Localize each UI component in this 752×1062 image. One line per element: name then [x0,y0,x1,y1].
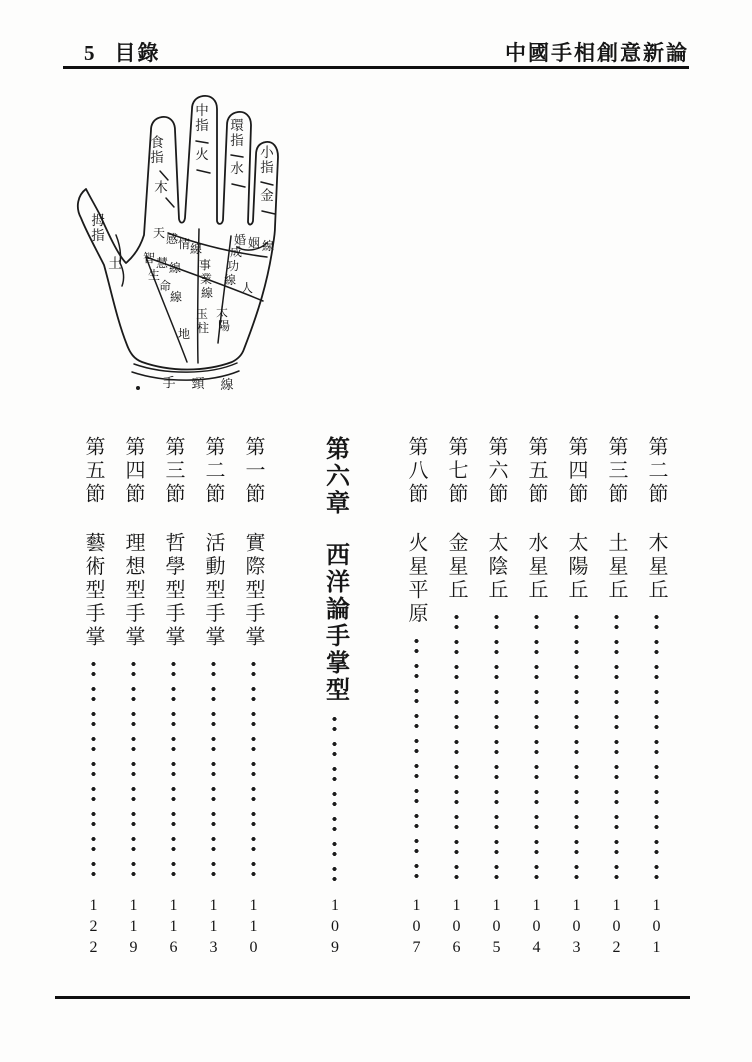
label-wisdom-line: 智慧線 [142,251,182,275]
label-wrist-line: 手 頸 線 [162,375,234,392]
index-finger-name: 食指 [150,135,164,165]
toc-entry-page: 106 [448,897,465,960]
toc-entry-page: 122 [85,897,102,960]
finger-label-ring [230,118,245,187]
toc-entry-title: 理想型手掌 [122,531,144,649]
toc-entry-label: 第六章 [321,436,348,517]
toc-entry-page: 101 [648,897,665,960]
thumb-element: 土 [108,256,122,271]
toc-entry-page: 107 [408,897,425,960]
ring-finger-element: 水 [230,161,244,176]
dot-leader [454,611,459,887]
table-of-contents [81,436,667,960]
toc-entry-page: 102 [608,897,625,960]
dot-leader [654,611,659,887]
toc-section-entry [485,436,507,960]
index-finger-element: 木 [154,180,168,195]
toc-entry-label: 第二節 [202,436,224,507]
dot-leader [614,611,619,887]
finger-label-little [260,145,275,214]
toc-section-entry [122,436,144,960]
ring-dash-2 [232,184,245,187]
toc-entry-title: 太陰丘 [485,531,507,602]
label-jade-pillar: 玉柱 [195,307,210,335]
finger-label-index [150,135,174,207]
toc-section-entry [525,436,547,960]
little-dash-2 [262,211,275,214]
toc-entry-title: 哲學型手掌 [162,531,184,649]
ink-speck [136,386,140,390]
toc-entry-label: 第四節 [565,436,587,507]
toc-entry-page: 116 [165,897,182,960]
section-title: 目錄 [114,41,161,65]
toc-section-entry [445,436,467,960]
middle-dash-2 [197,170,210,173]
label-marriage-line: 婚 姻 線 [233,233,275,253]
thumb-name: 拇指 [91,213,105,243]
middle-finger-element: 火 [195,147,209,162]
toc-section-entry [605,436,627,960]
toc-entry-title: 金星丘 [445,531,467,602]
toc-section-entry [242,436,264,960]
toc-entry-title: 活動型手掌 [202,531,224,649]
toc-entry-label: 第二節 [645,436,667,507]
finger-label-thumb [91,212,122,271]
toc-entry-title: 實際型手掌 [242,531,264,649]
toc-entry-page: 109 [326,897,344,960]
toc-entry-title: 火星平原 [405,531,427,626]
toc-section-entry [202,436,224,960]
toc-entry-title: 西洋論手掌型 [321,542,348,704]
header-left [84,37,161,67]
middle-finger-name: 中指 [195,103,209,133]
dot-leader [414,635,419,888]
toc-entry-page: 110 [245,897,262,960]
middle-dash-1 [196,141,208,143]
toc-entry-label: 第五節 [82,436,104,507]
dot-leader [131,658,136,887]
little-finger-name: 小指 [260,145,274,175]
toc-chapter-entry [321,436,348,960]
toc-entry-title: 藝術型手掌 [82,531,104,649]
toc-entry-label: 第三節 [162,436,184,507]
palmistry-hand-figure [70,85,360,405]
finger-label-middle [195,102,210,173]
ring-dash-1 [231,155,243,157]
toc-entry-label: 第四節 [122,436,144,507]
index-dash-2 [166,198,174,207]
toc-entry-page: 119 [125,897,142,960]
label-life-line: 生命線 [147,268,183,304]
toc-entry-page: 104 [528,897,545,960]
toc-entry-title: 太陽丘 [565,531,587,602]
dot-leader [91,658,96,887]
little-finger-element: 金 [260,188,274,203]
toc-entry-page: 103 [568,897,585,960]
toc-entry-label: 第一節 [242,436,264,507]
toc-entry-title: 土星丘 [605,531,627,602]
toc-entry-label: 第七節 [445,436,467,507]
dot-leader [332,713,337,887]
toc-entry-label: 第五節 [525,436,547,507]
header-rule [63,66,689,69]
little-dash-1 [261,182,273,185]
label-heaven: 天 [152,226,166,240]
toc-entry-label: 第六節 [485,436,507,507]
dot-leader [494,611,499,887]
toc-entry-page: 113 [205,897,222,960]
index-dash-1 [160,171,168,180]
toc-section-entry [82,436,104,960]
label-success-line: 成功線 [223,245,243,287]
footer-rule [55,996,690,999]
toc-section-entry [405,436,427,960]
dot-leader [534,611,539,887]
dot-leader [211,658,216,887]
book-title: 中國手相創意新論 [505,41,689,65]
toc-entry-title: 水星丘 [525,531,547,602]
toc-section-entry [162,436,184,960]
dot-leader [574,611,579,887]
toc-entry-label: 第三節 [605,436,627,507]
toc-entry-label: 第八節 [405,436,427,507]
label-sun: 太陽 [215,305,231,333]
hand-diagram-svg [70,85,360,405]
dot-leader [251,658,256,887]
label-career-line: 事業線 [198,258,214,300]
toc-section-entry [565,436,587,960]
toc-entry-page: 105 [488,897,505,960]
toc-section-entry [645,436,667,960]
page-number: 5 [84,41,95,65]
label-ground: 地 [177,327,191,341]
label-heart-line: 感情線 [165,232,203,256]
toc-entry-title: 木星丘 [645,531,667,602]
label-person: 人 [240,281,254,295]
dot-leader [171,658,176,887]
ring-finger-name: 環指 [230,118,244,148]
